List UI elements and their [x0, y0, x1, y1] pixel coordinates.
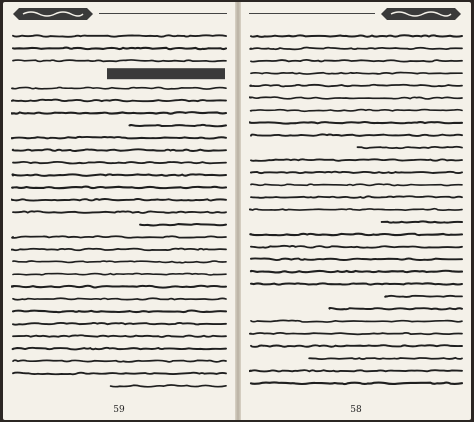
text-line — [13, 162, 226, 164]
text-line — [13, 360, 226, 362]
text-line — [13, 373, 226, 375]
text-line — [11, 137, 226, 139]
text-line — [13, 273, 226, 275]
book-spread — [3, 2, 471, 420]
section-heading-bar — [107, 68, 225, 79]
text-line — [250, 48, 462, 50]
text-line — [251, 35, 462, 37]
text-line — [251, 258, 462, 260]
text-line — [140, 224, 226, 225]
text-line — [13, 261, 226, 263]
text-line — [251, 184, 462, 185]
text-line — [251, 159, 462, 161]
text-line — [13, 323, 226, 325]
text-line — [13, 60, 226, 61]
text-line — [251, 73, 462, 75]
text-line — [357, 147, 462, 149]
right-header-ribbon — [379, 6, 463, 22]
right-page — [241, 2, 471, 420]
text-line — [12, 236, 226, 238]
left-page-text-block — [11, 28, 227, 400]
text-line — [251, 246, 462, 248]
text-line — [11, 112, 226, 114]
left-page-number: 59 — [113, 405, 125, 415]
text-line — [251, 283, 462, 284]
text-line — [11, 199, 226, 201]
text-line — [13, 348, 226, 350]
text-line — [309, 358, 462, 359]
text-line — [13, 310, 226, 312]
text-line — [250, 85, 462, 87]
left-header-ribbon — [11, 6, 95, 22]
text-line — [13, 35, 226, 37]
text-line — [111, 385, 226, 387]
text-line — [11, 248, 226, 250]
text-line — [251, 134, 462, 136]
text-line — [13, 211, 226, 213]
text-line — [251, 60, 462, 62]
right-page-number: 58 — [350, 405, 362, 415]
text-line — [251, 172, 462, 173]
text-line — [250, 333, 462, 334]
text-line — [251, 271, 462, 273]
text-line — [251, 345, 462, 347]
text-line — [13, 149, 226, 151]
text-line — [12, 174, 226, 176]
text-line — [12, 87, 226, 89]
text-line — [249, 122, 462, 124]
text-line — [13, 298, 226, 299]
text-line — [385, 296, 462, 297]
text-line — [249, 370, 462, 371]
text-line — [249, 97, 462, 99]
text-line — [13, 48, 226, 50]
text-line — [250, 234, 462, 236]
text-line — [11, 286, 226, 288]
text-line — [12, 100, 226, 102]
text-line — [251, 110, 462, 112]
text-line — [12, 187, 226, 189]
text-line — [13, 335, 226, 337]
text-line — [129, 125, 226, 126]
text-line — [251, 382, 462, 384]
text-line — [251, 196, 462, 198]
right-page-text-block — [249, 28, 463, 400]
text-line — [249, 209, 462, 211]
text-line — [251, 320, 462, 322]
right-header-rule — [249, 13, 375, 14]
left-header-rule — [99, 13, 227, 14]
text-line — [329, 308, 462, 309]
left-page — [3, 2, 235, 420]
text-line — [382, 221, 462, 222]
